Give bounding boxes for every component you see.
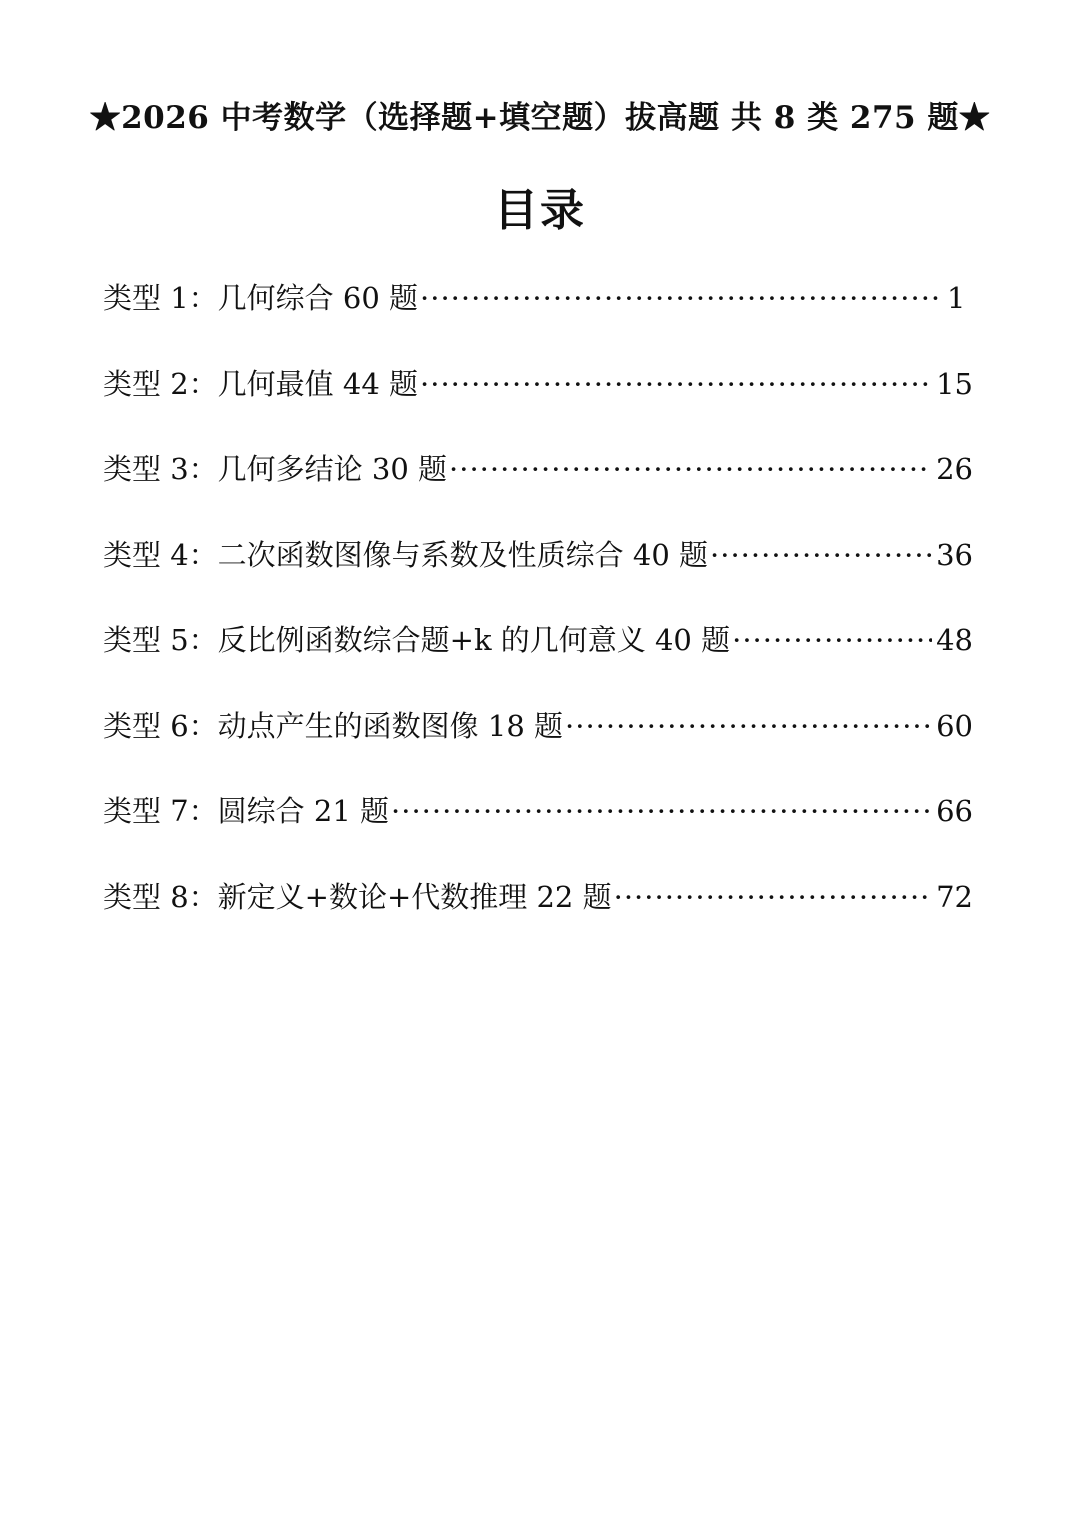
dot-leader [420,281,943,315]
toc-page-number: 36 [936,537,973,572]
toc-page-number: 1 [947,281,966,315]
dot-leader [565,709,932,743]
toc-entry-label: 类型 6：动点产生的函数图像 18 题 [103,708,564,743]
toc-heading: 目录 [494,185,586,236]
toc-page-number: 72 [936,879,973,914]
toc-entry-label: 类型 1：几何综合 60 题 [103,281,419,315]
toc-entry-label: 类型 7：圆综合 21 题 [103,794,390,828]
toc-page-number: 66 [936,794,973,828]
toc-entry-label: 类型 2：几何最值 44 题 [103,366,419,401]
toc-entry[interactable] [103,789,973,875]
dot-leader [391,794,932,828]
dot-leader [449,452,932,486]
toc-page-number: 15 [936,366,973,401]
toc-page-number: 60 [936,708,973,743]
dot-leader [732,623,932,657]
dot-leader [614,880,932,914]
dot-leader [420,367,932,401]
toc-entry[interactable] [103,362,973,448]
document-title: ★2026 中考数学（选择题+填空题）拔高题 共 8 类 275 题★ [89,100,991,136]
toc-entry[interactable] [103,875,973,961]
toc-entry[interactable] [103,533,973,619]
toc-entry[interactable] [103,447,973,533]
toc-entry-label: 类型 4：二次函数图像与系数及性质综合 40 题 [103,537,709,572]
toc-page-number: 26 [936,452,973,486]
toc-entry-label: 类型 8：新定义+数论+代数推理 22 题 [103,879,612,914]
toc-entry-label: 类型 5：反比例函数综合题+k 的几何意义 40 题 [103,623,731,657]
toc-entry-label: 类型 3：几何多结论 30 题 [103,452,448,486]
toc-entry[interactable] [103,276,973,362]
table-of-contents [103,276,973,960]
toc-entry[interactable] [103,704,973,790]
toc-entry[interactable] [103,618,973,704]
dot-leader [710,538,932,572]
toc-page-number: 48 [936,623,973,657]
